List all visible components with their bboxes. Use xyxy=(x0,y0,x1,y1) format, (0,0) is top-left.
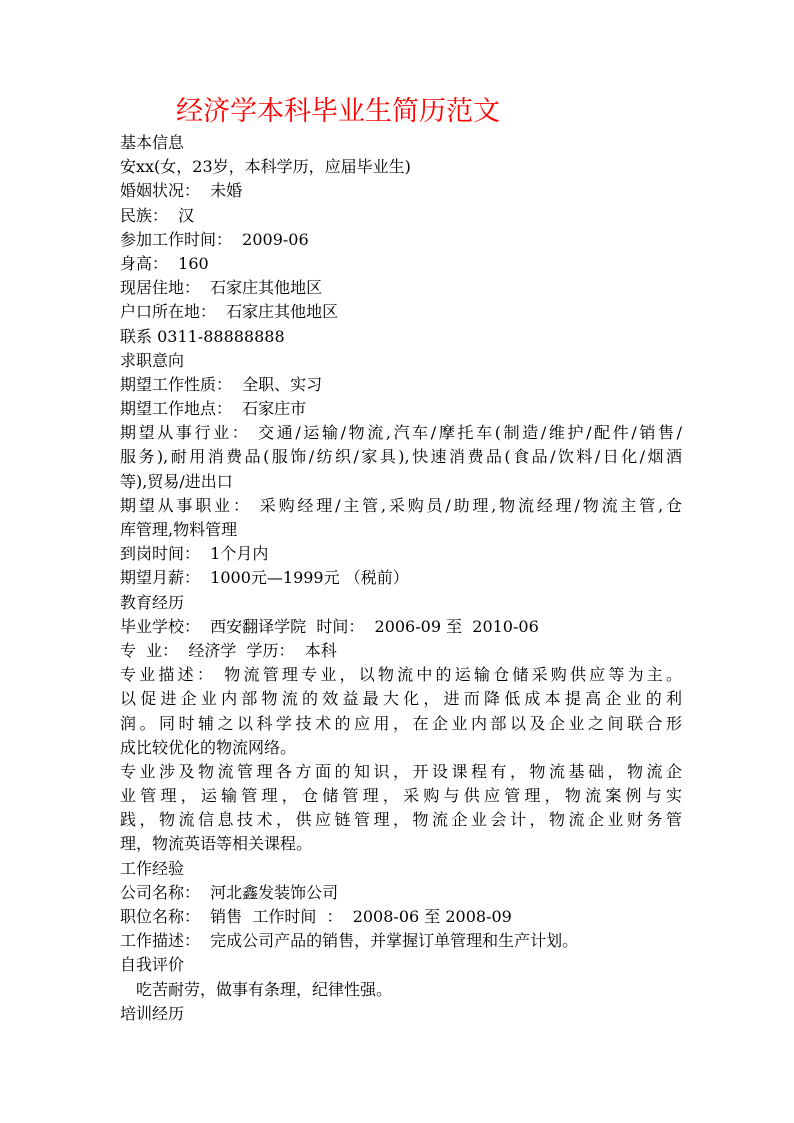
self-evaluation-text: 吃苦耐劳，做事有条理，纪律性强。 xyxy=(136,979,393,999)
job-description: 工作描述： 完成公司产品的销售，并掌握订单管理和生产计划。 xyxy=(120,931,579,951)
courses-line-4: 理，物流英语等相关课程。 xyxy=(120,834,313,854)
desired-position-line-1: 期望从事职业： 采购经理/主管,采购员/助理,物流经理/物流主管,仓 xyxy=(120,495,682,515)
company-name: 公司名称： 河北鑫发装饰公司 xyxy=(120,882,339,902)
desired-job-type: 期望工作性质： 全职、实习 xyxy=(120,374,323,394)
height: 身高： 160 xyxy=(120,253,209,273)
courses-line-1: 专业涉及物流管理各方面的知识，开设课程有，物流基础，物流企 xyxy=(120,761,682,781)
contact-phone: 联系 0311-88888888 xyxy=(120,326,285,346)
hukou-location: 户口所在地： 石家庄其他地区 xyxy=(120,302,339,322)
section-heading-self-evaluation: 自我评价 xyxy=(120,955,185,975)
current-residence: 现居住地： 石家庄其他地区 xyxy=(120,278,323,298)
desired-industry-line-3: 等),贸易/进出口 xyxy=(120,471,233,491)
work-start-date: 参加工作时间： 2009-06 xyxy=(120,229,309,249)
section-heading-training: 培训经历 xyxy=(120,1003,185,1023)
graduated-school: 毕业学校： 西安翻译学院 时间： 2006-09 至 2010-06 xyxy=(120,616,539,636)
section-heading-work-experience: 工作经验 xyxy=(120,858,185,878)
major-description-line-3: 润。同时辅之以科学技术的应用，在企业内部以及企业之间联合形 xyxy=(120,713,682,733)
courses-line-3: 践，物流信息技术，供应链管理，物流企业会计，物流企业财务管 xyxy=(120,810,682,830)
section-heading-education: 教育经历 xyxy=(120,592,185,612)
major-description-line-4: 成比较优化的物流网络。 xyxy=(120,737,297,757)
courses-line-2: 业管理，运输管理，仓储管理，采购与供应管理，物流案例与实 xyxy=(120,786,682,806)
major-description-line-1: 专业描述： 物流管理专业，以物流中的运输仓储采购供应等为主。 xyxy=(120,665,682,685)
section-heading-basic-info: 基本信息 xyxy=(120,133,185,152)
basic-info-summary: 安xx(女，23岁，本科学历，应届毕业生) xyxy=(120,157,411,177)
desired-position-line-2: 库管理,物料管理 xyxy=(120,520,238,539)
desired-industry-line-2: 服务),耐用消费品(服饰/纺织/家具),快速消费品(食品/饮料/日化/烟酒 xyxy=(120,447,682,467)
available-start-time: 到岗时间： 1个月内 xyxy=(120,544,269,564)
desired-industry-line-1: 期望从事行业： 交通/运输/物流,汽车/摩托车(制造/维护/配件/销售/ xyxy=(120,423,682,443)
ethnicity: 民族： 汉 xyxy=(120,205,195,225)
resume-body xyxy=(120,131,682,1026)
major-description-line-2: 以促进企业内部物流的效益最大化，进而降低成本提高企业的利 xyxy=(120,689,682,709)
section-heading-job-intent: 求职意向 xyxy=(120,350,185,370)
marital-status: 婚姻状况： 未婚 xyxy=(120,181,243,201)
job-title-and-period: 职位名称： 销售 工作时间 ： 2008-06 至 2008-09 xyxy=(120,907,512,926)
major-and-degree: 专 业： 经济学 学历： 本科 xyxy=(120,640,337,660)
expected-salary: 期望月薪： 1000元—1999元 （税前） xyxy=(120,568,409,588)
desired-job-location: 期望工作地点： 石家庄市 xyxy=(120,399,307,419)
document-title: 经济学本科毕业生简历范文 xyxy=(176,96,500,127)
